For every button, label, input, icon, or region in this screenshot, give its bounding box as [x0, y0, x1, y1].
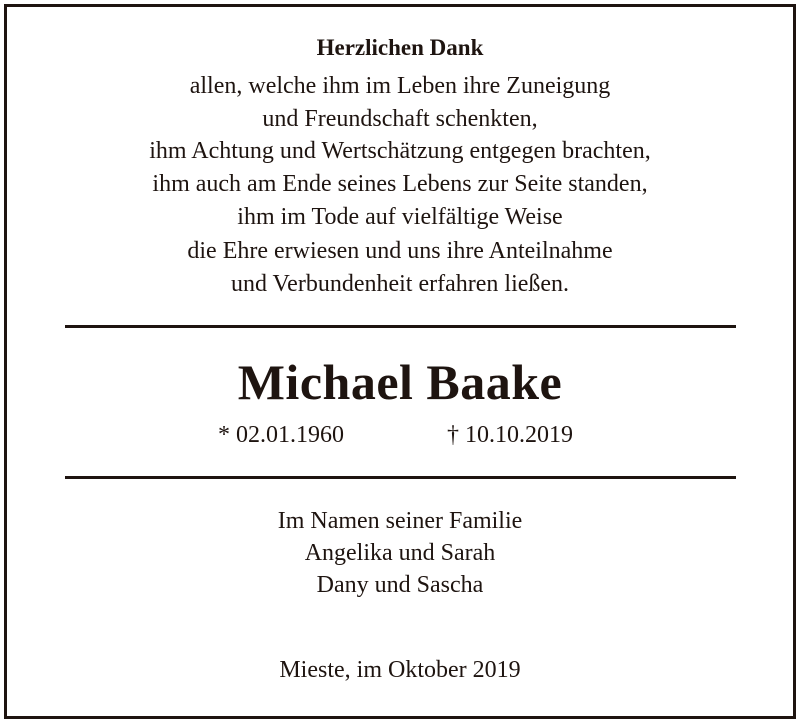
divider-top — [65, 325, 736, 328]
thanks-line: ihm Achtung und Wertschätzung entgegen brachten, — [149, 138, 651, 164]
family-line: Angelika und Sarah — [304, 540, 496, 566]
thanks-heading: Herzlichen Dank — [316, 35, 484, 60]
divider-bottom — [65, 476, 736, 479]
family-line: Im Namen seiner Familie — [277, 508, 523, 534]
thanks-line: ihm auch am Ende seines Lebens zur Seite standen, — [152, 171, 648, 197]
thanks-line: die Ehre erwiesen und uns ihre Anteilnahme — [187, 238, 613, 264]
thanks-line: ihm im Tode auf vielfältige Weise — [237, 204, 563, 230]
family-line: Dany und Sascha — [316, 572, 484, 598]
death-date: † 10.10.2019 — [447, 422, 573, 448]
thanks-line: allen, welche ihm im Leben ihre Zuneigung — [189, 73, 611, 99]
thanks-line: und Freundschaft schenkten, — [262, 106, 538, 132]
birth-date: * 02.01.1960 — [218, 422, 344, 448]
place-date: Mieste, im Oktober 2019 — [279, 657, 521, 683]
deceased-name: Michael Baake — [237, 354, 563, 410]
thanks-line: und Verbundenheit erfahren ließen. — [230, 271, 570, 297]
